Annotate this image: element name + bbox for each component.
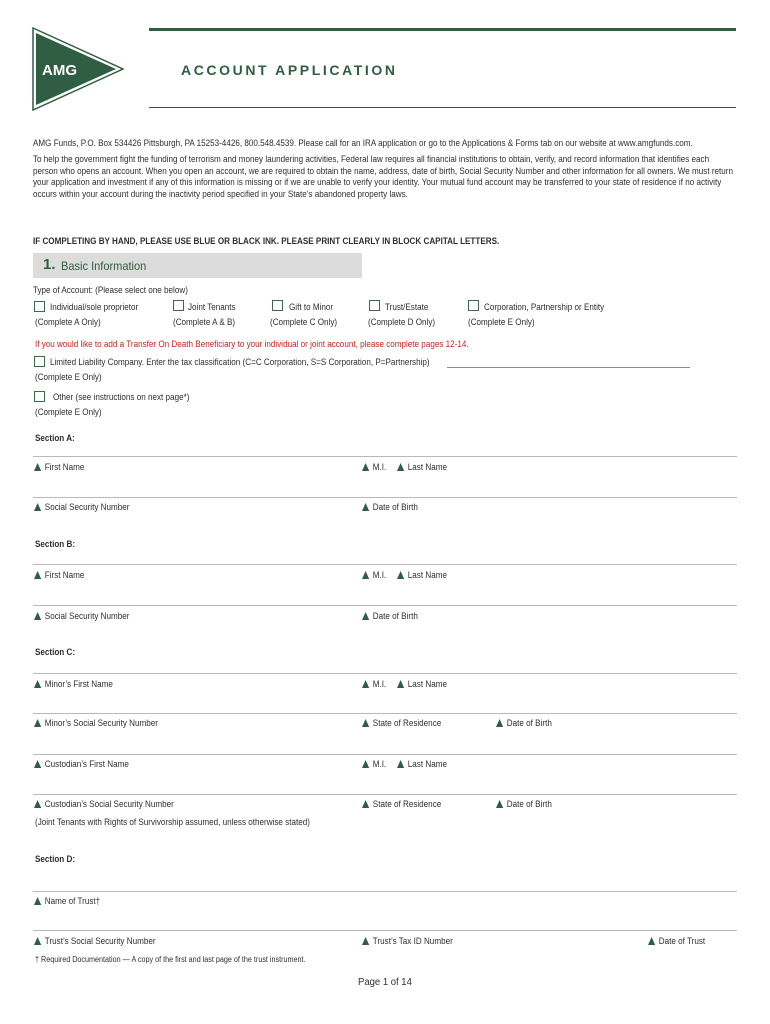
field-marker-icon xyxy=(34,571,41,579)
patriot-act-notice: To help the government fight the funding of terrorism and money laundering activities, Federal law requires all financial institutions to obtain, verify, and record information that identifies each person who opens an account. When you open an account, we are required to obtain the name, address, date of birth, Social Security Number and other information for all owners. We must return your application and investment if any of this information is missing or if we are unable to verify your identity. Your mutual fund account may be transferred to your state of residence if no activity occurs within your account during the inactivity period specified in your State’s abandoned property laws. xyxy=(33,154,734,199)
field-marker-icon xyxy=(34,800,41,808)
section-a-mi[interactable]: M.I. xyxy=(362,461,386,473)
section-c-rule-1 xyxy=(33,673,737,674)
section-c-rule-2 xyxy=(33,713,737,714)
section-b-mi[interactable]: M.I. xyxy=(362,569,386,581)
section-c-last-name-2[interactable]: Last Name xyxy=(397,758,447,770)
checkbox-gift-to-minor[interactable] xyxy=(272,300,283,311)
field-marker-icon xyxy=(34,719,41,727)
section-c-dob-2[interactable]: Date of Birth xyxy=(496,798,552,810)
joint-tenants-note: (Joint Tenants with Rights of Survivorship assumed, unless otherwise stated) xyxy=(35,817,310,827)
checkbox-individual[interactable] xyxy=(34,301,45,312)
section-number: 1. xyxy=(43,256,56,273)
section-d-rule-2 xyxy=(33,930,737,931)
logo-text: AMG xyxy=(42,62,77,79)
field-marker-icon xyxy=(397,463,404,471)
section-title: Basic Information xyxy=(61,259,147,273)
checkbox-joint-tenants[interactable] xyxy=(173,300,184,311)
note-trust-estate: (Complete D Only) xyxy=(368,317,436,327)
label-gift-to-minor: Gift to Minor xyxy=(289,302,334,312)
section-c-custodian-ssn[interactable]: Custodian’s Social Security Number xyxy=(34,798,174,810)
section-c-custodian-first-name[interactable]: Custodian’s First Name xyxy=(34,758,129,770)
ink-instruction: IF COMPLETING BY HAND, PLEASE USE BLUE OR BLACK INK. PLEASE PRINT CLEARLY IN BLOCK CAPITAL LETTERS. xyxy=(33,236,500,246)
checkbox-corporation[interactable] xyxy=(468,300,479,311)
tod-notice: If you would like to add a Transfer On Death Beneficiary to your individual or joint account, please complete pages 12-14. xyxy=(35,339,469,349)
trust-footnote: † Required Documentation — A copy of the first and last page of the trust instrument. xyxy=(35,955,306,964)
note-individual: (Complete A Only) xyxy=(35,317,101,327)
field-marker-icon xyxy=(362,680,369,688)
field-marker-icon xyxy=(34,897,41,905)
section-b-rule-2 xyxy=(33,605,737,606)
section-b-ssn[interactable]: Social Security Number xyxy=(34,610,129,622)
field-marker-icon xyxy=(648,937,655,945)
field-marker-icon xyxy=(34,680,41,688)
field-marker-icon xyxy=(362,571,369,579)
section-a-ssn[interactable]: Social Security Number xyxy=(34,501,129,513)
label-joint-tenants: Joint Tenants xyxy=(188,302,236,312)
llc-classification-field[interactable] xyxy=(447,367,690,368)
amg-logo-mark xyxy=(32,27,124,111)
section-b-dob[interactable]: Date of Birth xyxy=(362,610,418,622)
field-marker-icon xyxy=(397,571,404,579)
section-a-heading: Section A: xyxy=(35,433,75,443)
page-number: Page 1 of 14 xyxy=(358,977,412,988)
section-c-minor-ssn[interactable]: Minor’s Social Security Number xyxy=(34,717,158,729)
section-d-date-of-trust[interactable]: Date of Trust xyxy=(648,935,705,947)
checkbox-other[interactable] xyxy=(34,391,45,402)
section-c-mi-2[interactable]: M.I. xyxy=(362,758,386,770)
field-marker-icon xyxy=(362,463,369,471)
field-marker-icon xyxy=(496,800,503,808)
field-marker-icon xyxy=(34,760,41,768)
field-marker-icon xyxy=(362,719,369,727)
section-1-header xyxy=(33,253,362,278)
note-gift-to-minor: (Complete C Only) xyxy=(270,317,338,327)
amg-logo xyxy=(32,27,124,116)
section-d-rule-1 xyxy=(33,891,737,892)
field-marker-icon xyxy=(496,719,503,727)
checkbox-llc[interactable] xyxy=(34,356,45,367)
field-marker-icon xyxy=(34,937,41,945)
section-a-last-name[interactable]: Last Name xyxy=(397,461,447,473)
label-corporation: Corporation, Partnership or Entity xyxy=(484,302,605,312)
section-c-rule-4 xyxy=(33,794,737,795)
account-type-prompt: Type of Account: (Please select one below) xyxy=(33,285,188,295)
section-c-heading: Section C: xyxy=(35,647,76,657)
section-b-last-name[interactable]: Last Name xyxy=(397,569,447,581)
section-a-dob[interactable]: Date of Birth xyxy=(362,501,418,513)
field-marker-icon xyxy=(34,612,41,620)
field-marker-icon xyxy=(362,800,369,808)
section-c-state-2[interactable]: State of Residence xyxy=(362,798,441,810)
field-marker-icon xyxy=(34,503,41,511)
page-title: ACCOUNT APPLICATION xyxy=(181,62,398,78)
section-c-dob[interactable]: Date of Birth xyxy=(496,717,552,729)
section-b-first-name[interactable]: First Name xyxy=(34,569,84,581)
checkbox-trust-estate[interactable] xyxy=(369,300,380,311)
label-individual: Individual/sole proprietor xyxy=(50,302,139,312)
section-d-trust-ssn[interactable]: Trust’s Social Security Number xyxy=(34,935,156,947)
field-marker-icon xyxy=(397,760,404,768)
section-d-trust-tax-id[interactable]: Trust’s Tax ID Number xyxy=(362,935,453,947)
section-c-minor-first-name[interactable]: Minor’s First Name xyxy=(34,678,113,690)
section-c-last-name[interactable]: Last Name xyxy=(397,678,447,690)
section-c-rule-3 xyxy=(33,754,737,755)
section-a-first-name[interactable]: First Name xyxy=(34,461,84,473)
section-a-rule-2 xyxy=(33,497,737,498)
section-b-heading: Section B: xyxy=(35,539,76,549)
note-corporation: (Complete E Only) xyxy=(468,317,535,327)
field-marker-icon xyxy=(362,937,369,945)
field-marker-icon xyxy=(34,463,41,471)
field-marker-icon xyxy=(362,503,369,511)
field-marker-icon xyxy=(397,680,404,688)
address-line: AMG Funds, P.O. Box 534426 Pittsburgh, PA 15253-4426, 800.548.4539. Please call for an IRA application or go to the Applications & Forms tab on our website at www.amgfunds.com. xyxy=(33,138,693,148)
section-d-trust-name[interactable]: Name of Trust† xyxy=(34,895,100,907)
header-bottom-rule xyxy=(149,107,736,108)
field-marker-icon xyxy=(362,612,369,620)
section-a-rule-1 xyxy=(33,456,737,457)
label-other: Other (see instructions on next page*) xyxy=(53,392,190,402)
note-llc: (Complete E Only) xyxy=(35,372,102,382)
label-trust-estate: Trust/Estate xyxy=(385,302,429,312)
note-other: (Complete E Only) xyxy=(35,407,102,417)
field-marker-icon xyxy=(362,760,369,768)
section-d-heading: Section D: xyxy=(35,854,76,864)
section-c-mi[interactable]: M.I. xyxy=(362,678,386,690)
header-top-rule xyxy=(149,28,736,31)
section-c-state[interactable]: State of Residence xyxy=(362,717,441,729)
section-b-rule-1 xyxy=(33,564,737,565)
note-joint-tenants: (Complete A & B) xyxy=(173,317,236,327)
label-llc: Limited Liability Company. Enter the tax classification (C=C Corporation, S=S Corporation, P=Partnership) xyxy=(50,357,430,367)
